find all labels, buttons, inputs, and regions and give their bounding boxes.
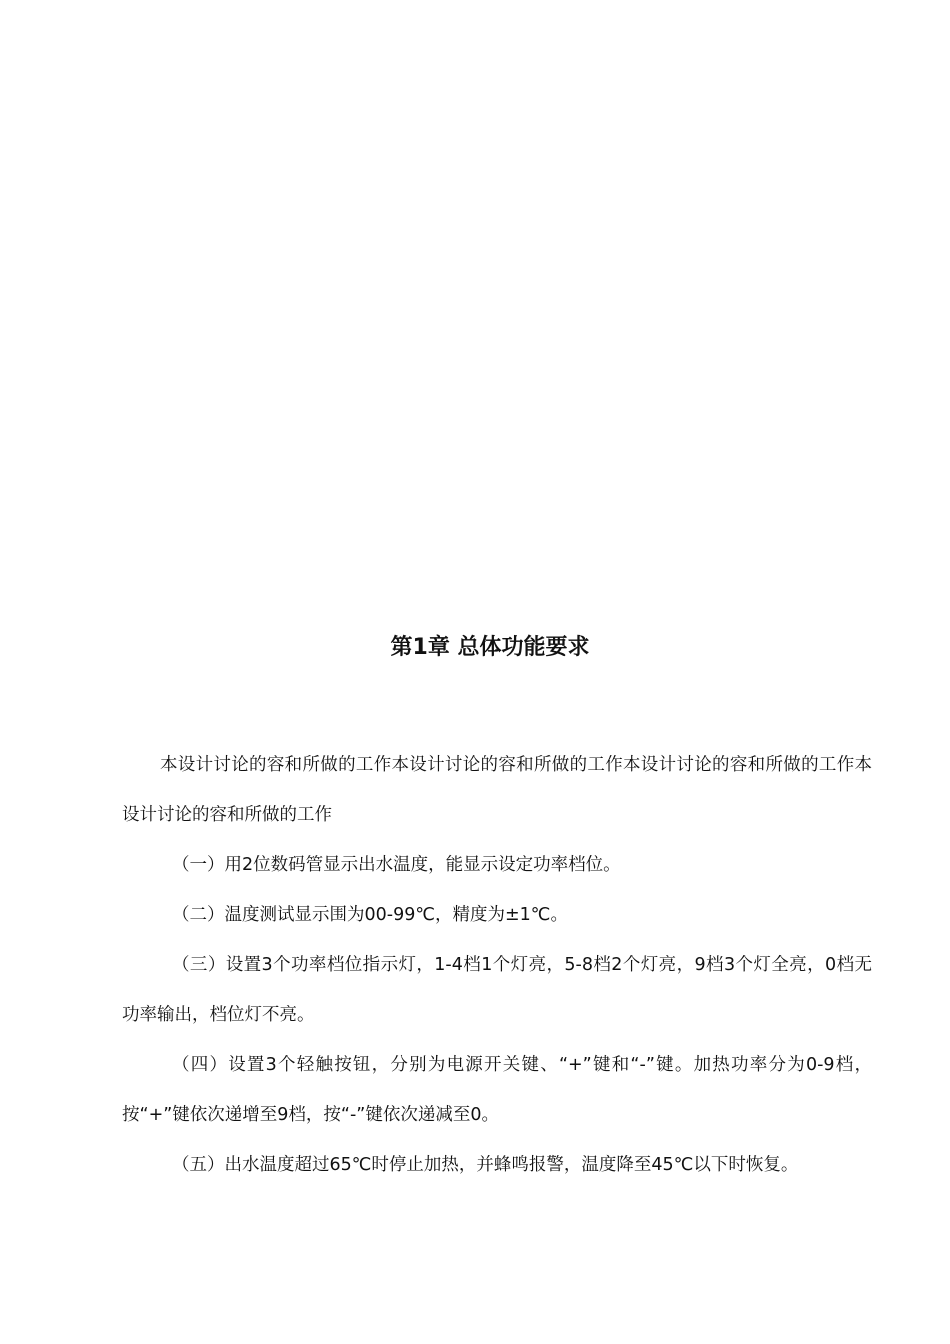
requirement-item-1: （一）用2位数码管显示出水温度，能显示设定功率档位。 xyxy=(172,855,621,875)
intro-paragraph: 本设计讨论的容和所做的工作本设计讨论的容和所做的工作本设计讨论的容和所做的工作本设计讨论的容和所做的工作 xyxy=(122,755,872,825)
chapter-title: 第1章 总体功能要求 xyxy=(390,635,590,660)
body-text xyxy=(122,740,872,1190)
requirement-item-5: （五）出水温度超过65℃时停止加热，并蜂鸣报警，温度降至45℃以下时恢复。 xyxy=(172,1155,799,1175)
requirement-item-2: （二）温度测试显示围为00-99℃，精度为±1℃。 xyxy=(172,905,568,925)
requirement-item-4: （四）设置3个轻触按钮，分别为电源开关键、“+”键和“-”键。加热功率分为0-9档，按“+”键依次递增至9档，按“-”键依次递减至0。 xyxy=(122,1055,872,1125)
requirement-item-3: （三）设置3个功率档位指示灯，1-4档1个灯亮，5-8档2个灯亮，9档3个灯全亮，0档无功率输出，档位灯不亮。 xyxy=(122,955,872,1025)
